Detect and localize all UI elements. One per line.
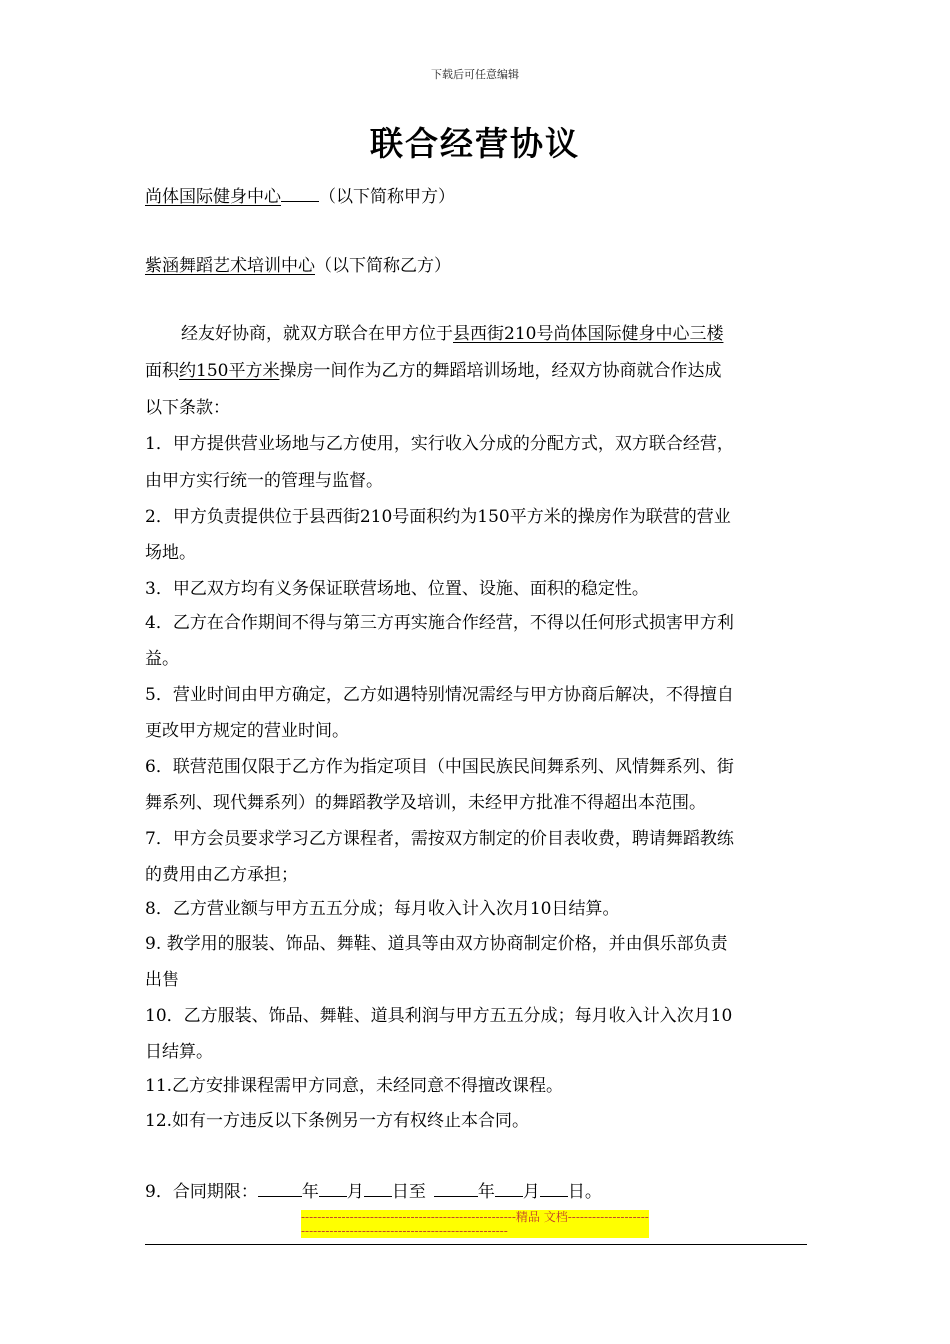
intro-line-1 <box>145 323 810 345</box>
start-day-blank <box>364 1180 392 1197</box>
clause-7-line-1: 7．甲方会员要求学习乙方课程者，需按双方制定的价目表收费，聘请舞蹈教练 <box>145 829 734 849</box>
term-month-label: 月 <box>346 1182 364 1202</box>
term-month-label: 月 <box>522 1182 540 1202</box>
clause-6-line-2: 舞系列、现代舞系列）的舞蹈教学及培训，未经甲方批准不得超出本范围。 <box>145 793 706 813</box>
intro-text: 经友好协商，就双方联合在甲方位于 <box>181 324 453 344</box>
clause-1-line-1: 1．甲方提供营业场地与乙方使用，实行收入分成的分配方式，双方联合经营， <box>145 434 734 454</box>
party-b-line <box>145 255 810 277</box>
term-label: 9．合同期限： <box>145 1182 258 1202</box>
term-year-label: 年 <box>301 1182 319 1202</box>
term-year-label: 年 <box>477 1182 495 1202</box>
clause-4-line-2: 益。 <box>145 649 179 669</box>
end-month-blank <box>495 1180 523 1197</box>
term-day-to-label: 日至 <box>391 1182 426 1202</box>
intro-text: 面积 <box>145 361 179 381</box>
footer-rule <box>145 1244 807 1245</box>
clause-9-line-2: 出售 <box>145 970 179 990</box>
end-year-blank <box>434 1180 478 1197</box>
clause-4-line-1: 4．乙方在合作期间不得与第三方再实施合作经营，不得以任何形式损害甲方利 <box>145 613 734 633</box>
clause-11-line-1: 11.乙方安排课程需甲方同意，未经同意不得擅改课程。 <box>145 1076 564 1096</box>
intro-line-2 <box>145 360 810 382</box>
party-a-blank <box>281 185 319 202</box>
term-day-end-label: 日。 <box>567 1182 602 1202</box>
clause-8-line-1: 8．乙方营业额与甲方五五分成；每月收入计入次月10日结算。 <box>145 899 620 919</box>
clause-9-line-1: 9. 教学用的服装、饰品、舞鞋、道具等由双方协商制定价格，并由俱乐部负责 <box>145 934 728 954</box>
header-note: 下载后可任意编辑 <box>431 68 519 81</box>
intro-address: 县西街210号尚体国际健身中心三楼 <box>453 324 724 344</box>
footer-watermark: -----------------------------------------------------精品 文档----------------------------------------------------------------------- <box>301 1210 649 1238</box>
clause-5-line-1: 5．营业时间由甲方确定，乙方如遇特别情况需经与甲方协商后解决，不得擅自 <box>145 685 734 705</box>
start-year-blank <box>258 1180 302 1197</box>
clause-12-line-1: 12.如有一方违反以下条例另一方有权终止本合同。 <box>145 1111 530 1131</box>
clause-2-line-1: 2．甲方负责提供位于县西街210号面积约为150平方米的操房作为联营的营业 <box>145 507 731 527</box>
party-a-suffix: （以下简称甲方） <box>319 187 455 207</box>
party-a-name: 尚体国际健身中心 <box>145 187 281 207</box>
party-b-suffix: （以下简称乙方） <box>315 256 451 276</box>
start-month-blank <box>319 1180 347 1197</box>
intro-text: 操房一间作为乙方的舞蹈培训场地，经双方协商就合作达成 <box>279 361 722 381</box>
contract-term-line <box>145 1180 810 1203</box>
document-title: 联合经营协议 <box>370 124 580 163</box>
clause-10-line-2: 日结算。 <box>145 1042 213 1062</box>
party-b-name: 紫涵舞蹈艺术培训中心 <box>145 256 315 276</box>
intro-line-3: 以下条款： <box>145 398 230 418</box>
clause-3-line-1: 3．甲乙双方均有义务保证联营场地、位置、设施、面积的稳定性。 <box>145 579 649 599</box>
clause-6-line-1: 6．联营范围仅限于乙方作为指定项目（中国民族民间舞系列、风情舞系列、街 <box>145 757 734 777</box>
party-a-line <box>145 185 810 208</box>
clause-5-line-2: 更改甲方规定的营业时间。 <box>145 721 349 741</box>
clause-2-line-2: 场地。 <box>145 543 196 563</box>
intro-area: 约150平方米 <box>179 361 280 381</box>
clause-10-line-1: 10．乙方服装、饰品、舞鞋、道具利润与甲方五五分成；每月收入计入次月10 <box>145 1006 733 1026</box>
end-day-blank <box>540 1180 568 1197</box>
clause-7-line-2: 的费用由乙方承担； <box>145 865 298 885</box>
clause-1-line-2: 由甲方实行统一的管理与监督。 <box>145 471 383 491</box>
